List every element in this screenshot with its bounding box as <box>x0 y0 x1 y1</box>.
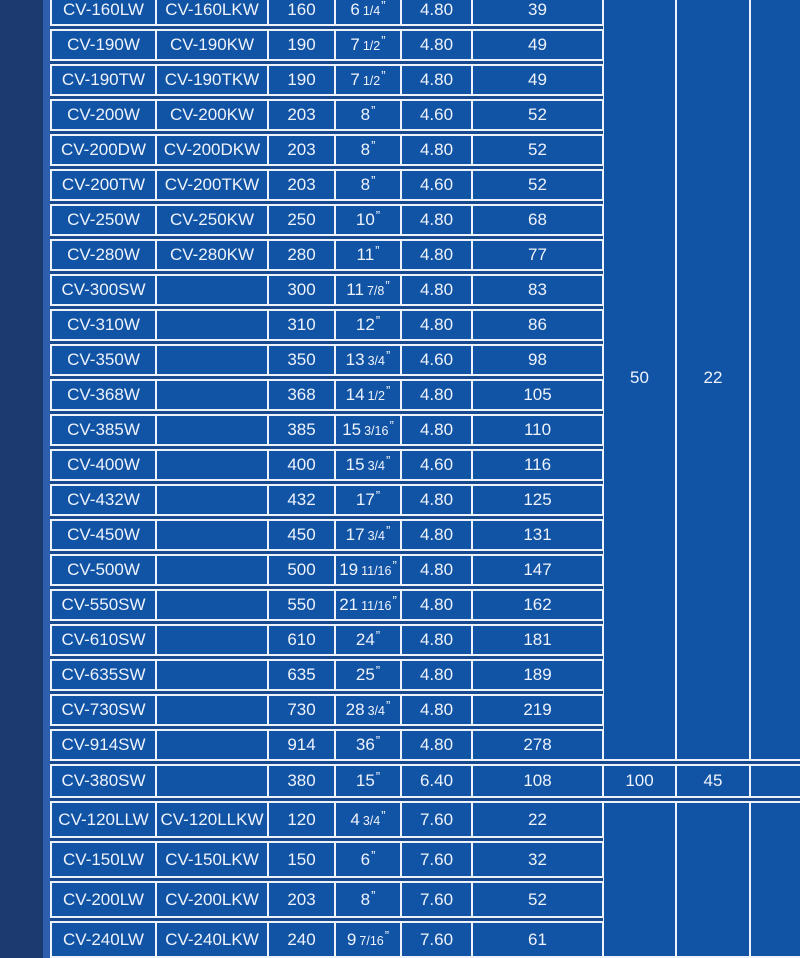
col6-value-cell: 105 <box>472 379 603 411</box>
col6-value-cell: 22 <box>472 801 603 838</box>
inch-fraction: 11/16 <box>361 564 392 578</box>
diameter-inch-cell <box>335 134 401 166</box>
inch-quote-mark: ” <box>385 278 390 293</box>
inch-whole: 10 <box>355 210 375 229</box>
model-a-cell: CV-310W <box>50 309 156 341</box>
inch-fraction: 1/2 <box>362 74 381 88</box>
inch-quote-mark: ” <box>385 453 391 468</box>
model-a-cell: CV-160LW <box>50 0 156 26</box>
inch-fraction: 3/4 <box>367 529 385 543</box>
diameter-inch-cell <box>335 694 401 726</box>
model-a-cell: CV-190TW <box>50 64 156 96</box>
col6-value-cell: 162 <box>472 589 603 621</box>
col6-value-cell: 83 <box>472 274 603 306</box>
diameter-inch-cell <box>335 484 401 516</box>
merged-col7-cell <box>603 801 676 958</box>
col6-value-cell: 49 <box>472 29 603 61</box>
diameter-mm-cell: 120 <box>268 801 335 838</box>
col6-value-cell: 68 <box>472 204 603 236</box>
inch-fraction: 3/4 <box>362 813 381 828</box>
model-b-cell: CV-240LKW <box>156 921 268 958</box>
model-b-cell <box>156 764 268 798</box>
col6-value-cell: 278 <box>472 729 603 761</box>
col5-value-cell: 4.60 <box>401 449 472 481</box>
model-a-cell: CV-190W <box>50 29 156 61</box>
model-b-cell: CV-200TKW <box>156 169 268 201</box>
model-b-cell <box>156 624 268 656</box>
col5-value-cell: 4.80 <box>401 414 472 446</box>
diameter-inch-cell <box>335 449 401 481</box>
inch-whole: 8 <box>360 175 371 194</box>
model-a-cell: CV-400W <box>50 449 156 481</box>
inch-whole: 15 <box>345 455 365 474</box>
inch-fraction: 7/16 <box>359 933 384 948</box>
diameter-mm-cell: 368 <box>268 379 335 411</box>
inch-fraction: 3/4 <box>367 354 385 368</box>
diameter-inch-cell <box>335 99 401 131</box>
inch-whole: 9 <box>346 929 357 949</box>
inch-quote-mark: ” <box>375 313 381 328</box>
model-b-cell <box>156 344 268 376</box>
diameter-mm-cell: 150 <box>268 841 335 878</box>
col5-value-cell: 4.80 <box>401 694 472 726</box>
inch-whole: 6 <box>350 0 360 19</box>
product-spec-table <box>50 0 800 958</box>
diameter-mm-cell: 160 <box>268 0 335 26</box>
model-b-cell <box>156 659 268 691</box>
col5-value-cell: 4.80 <box>401 134 472 166</box>
col6-value-cell: 52 <box>472 134 603 166</box>
left-accent-stripe <box>43 0 50 958</box>
model-a-cell: CV-380SW <box>50 764 156 798</box>
diameter-mm-cell: 432 <box>268 484 335 516</box>
model-a-cell: CV-250W <box>50 204 156 236</box>
inch-quote-mark: ” <box>371 887 376 903</box>
col5-value-cell: 7.60 <box>401 841 472 878</box>
inch-whole: 14 <box>345 385 365 404</box>
inch-whole: 7 <box>350 35 360 54</box>
col5-value-cell: 7.60 <box>401 921 472 958</box>
model-a-cell: CV-350W <box>50 344 156 376</box>
model-b-cell: CV-250KW <box>156 204 268 236</box>
merged-col9-cell <box>750 764 800 798</box>
diameter-mm-cell: 203 <box>268 99 335 131</box>
diameter-mm-cell: 610 <box>268 624 335 656</box>
model-a-cell: CV-635SW <box>50 659 156 691</box>
diameter-mm-cell: 730 <box>268 694 335 726</box>
model-b-cell: CV-190TKW <box>156 64 268 96</box>
col6-value-cell: 52 <box>472 169 603 201</box>
col5-value-cell: 4.80 <box>401 484 472 516</box>
model-a-cell: CV-500W <box>50 554 156 586</box>
col5-value-cell: 4.80 <box>401 554 472 586</box>
col6-value-cell: 39 <box>472 0 603 26</box>
inch-quote-mark: ” <box>375 628 381 643</box>
merged-col7-cell: 100 <box>603 764 676 798</box>
model-a-cell: CV-914SW <box>50 729 156 761</box>
diameter-inch-cell <box>335 344 401 376</box>
inch-whole: 19 <box>339 560 359 579</box>
inch-quote-mark: ” <box>385 383 391 398</box>
col5-value-cell: 4.80 <box>401 204 472 236</box>
inch-quote-mark: ” <box>371 138 376 153</box>
diameter-mm-cell: 385 <box>268 414 335 446</box>
diameter-inch-cell <box>335 589 401 621</box>
inch-fraction: 1/4 <box>362 4 381 18</box>
model-a-cell: CV-432W <box>50 484 156 516</box>
col5-value-cell: 4.80 <box>401 624 472 656</box>
diameter-inch-cell <box>335 881 401 918</box>
inch-whole: 6 <box>360 849 371 869</box>
diameter-inch-cell <box>335 414 401 446</box>
diameter-mm-cell: 240 <box>268 921 335 958</box>
inch-quote-mark: ” <box>375 243 380 258</box>
model-b-cell <box>156 379 268 411</box>
diameter-mm-cell: 280 <box>268 239 335 271</box>
model-a-cell: CV-200W <box>50 99 156 131</box>
inch-fraction: 1/2 <box>367 389 385 403</box>
inch-whole: 12 <box>355 315 375 334</box>
col6-value-cell: 131 <box>472 519 603 551</box>
merged-col8-cell: 45 <box>676 764 750 798</box>
model-a-cell: CV-150LW <box>50 841 156 878</box>
inch-fraction: 1/2 <box>362 39 381 53</box>
spec-row <box>50 0 800 26</box>
col5-value-cell: 4.80 <box>401 0 472 26</box>
col6-value-cell: 219 <box>472 694 603 726</box>
model-b-cell: CV-200DKW <box>156 134 268 166</box>
left-margin-strip <box>0 0 43 958</box>
inch-whole: 17 <box>345 525 365 544</box>
model-b-cell <box>156 484 268 516</box>
model-b-cell <box>156 589 268 621</box>
diameter-mm-cell: 203 <box>268 169 335 201</box>
inch-quote-mark: ” <box>371 847 376 863</box>
col5-value-cell: 4.80 <box>401 659 472 691</box>
diameter-inch-cell <box>335 0 401 26</box>
inch-fraction: 3/4 <box>367 704 385 718</box>
inch-fraction: 3/16 <box>364 424 389 438</box>
model-a-cell: CV-385W <box>50 414 156 446</box>
diameter-inch-cell <box>335 169 401 201</box>
inch-quote-mark: ” <box>381 68 386 83</box>
diameter-mm-cell: 250 <box>268 204 335 236</box>
col5-value-cell: 4.80 <box>401 29 472 61</box>
col5-value-cell: 4.80 <box>401 64 472 96</box>
model-a-cell: CV-120LLW <box>50 801 156 838</box>
col5-value-cell: 4.80 <box>401 379 472 411</box>
diameter-inch-cell <box>335 801 401 838</box>
inch-fraction: 7/8 <box>366 284 385 298</box>
inch-quote-mark: ” <box>371 173 376 188</box>
diameter-inch-cell <box>335 841 401 878</box>
col6-value-cell: 181 <box>472 624 603 656</box>
inch-quote-mark: ” <box>381 0 386 13</box>
col5-value-cell: 4.80 <box>401 519 472 551</box>
inch-whole: 8 <box>360 889 371 909</box>
model-b-cell: CV-150LKW <box>156 841 268 878</box>
col6-value-cell: 52 <box>472 881 603 918</box>
model-b-cell <box>156 694 268 726</box>
diameter-mm-cell: 203 <box>268 134 335 166</box>
col5-value-cell: 4.80 <box>401 239 472 271</box>
diameter-mm-cell: 190 <box>268 29 335 61</box>
diameter-inch-cell <box>335 659 401 691</box>
diameter-inch-cell <box>335 764 401 798</box>
model-a-cell: CV-300SW <box>50 274 156 306</box>
inch-whole: 36 <box>355 735 375 754</box>
col6-value-cell: 86 <box>472 309 603 341</box>
diameter-inch-cell <box>335 519 401 551</box>
merged-col8-cell: 22 <box>676 0 750 761</box>
merged-col9-cell <box>750 0 800 761</box>
inch-quote-mark: ” <box>381 807 386 823</box>
col6-value-cell: 49 <box>472 64 603 96</box>
inch-quote-mark: ” <box>392 558 397 573</box>
col6-value-cell: 110 <box>472 414 603 446</box>
col6-value-cell: 125 <box>472 484 603 516</box>
inch-quote-mark: ” <box>392 593 397 608</box>
inch-whole: 15 <box>342 420 362 439</box>
col5-value-cell: 6.40 <box>401 764 472 798</box>
inch-whole: 25 <box>355 665 375 684</box>
diameter-inch-cell <box>335 204 401 236</box>
model-b-cell <box>156 274 268 306</box>
spec-row <box>50 764 800 798</box>
inch-quote-mark: ” <box>381 33 386 48</box>
diameter-mm-cell: 350 <box>268 344 335 376</box>
model-a-cell: CV-200DW <box>50 134 156 166</box>
model-a-cell: CV-240LW <box>50 921 156 958</box>
diameter-inch-cell <box>335 729 401 761</box>
model-b-cell <box>156 449 268 481</box>
col6-value-cell: 77 <box>472 239 603 271</box>
inch-quote-mark: ” <box>375 208 381 223</box>
col5-value-cell: 4.60 <box>401 169 472 201</box>
inch-whole: 8 <box>360 105 371 124</box>
diameter-mm-cell: 380 <box>268 764 335 798</box>
model-a-cell: CV-550SW <box>50 589 156 621</box>
model-a-cell: CV-610SW <box>50 624 156 656</box>
inch-quote-mark: ” <box>384 927 390 943</box>
col5-value-cell: 7.60 <box>401 801 472 838</box>
col6-value-cell: 116 <box>472 449 603 481</box>
model-b-cell <box>156 414 268 446</box>
model-a-cell: CV-200LW <box>50 881 156 918</box>
table-wrapper <box>50 0 800 958</box>
inch-whole: 8 <box>360 140 371 159</box>
col6-value-cell: 189 <box>472 659 603 691</box>
inch-whole: 7 <box>350 70 360 89</box>
model-b-cell: CV-280KW <box>156 239 268 271</box>
inch-fraction: 3/4 <box>367 459 385 473</box>
diameter-inch-cell <box>335 921 401 958</box>
col5-value-cell: 4.60 <box>401 99 472 131</box>
inch-quote-mark: ” <box>385 523 391 538</box>
inch-whole: 15 <box>355 771 375 790</box>
col6-value-cell: 52 <box>472 99 603 131</box>
diameter-inch-cell <box>335 379 401 411</box>
inch-fraction: 11/16 <box>361 599 392 613</box>
inch-whole: 28 <box>345 700 365 719</box>
col6-value-cell: 147 <box>472 554 603 586</box>
diameter-inch-cell <box>335 29 401 61</box>
diameter-mm-cell: 500 <box>268 554 335 586</box>
model-b-cell <box>156 519 268 551</box>
diameter-mm-cell: 914 <box>268 729 335 761</box>
inch-whole: 11 <box>356 245 375 264</box>
diameter-inch-cell <box>335 554 401 586</box>
diameter-mm-cell: 550 <box>268 589 335 621</box>
inch-quote-mark: ” <box>375 733 381 748</box>
merged-col7-cell: 50 <box>603 0 676 761</box>
merged-col9-cell <box>750 801 800 958</box>
model-b-cell: CV-200LKW <box>156 881 268 918</box>
inch-whole: 4 <box>350 809 360 829</box>
diameter-mm-cell: 635 <box>268 659 335 691</box>
model-b-cell <box>156 729 268 761</box>
model-a-cell: CV-450W <box>50 519 156 551</box>
model-a-cell: CV-280W <box>50 239 156 271</box>
diameter-inch-cell <box>335 309 401 341</box>
inch-quote-mark: ” <box>375 488 381 503</box>
inch-whole: 13 <box>345 350 365 369</box>
model-a-cell: CV-200TW <box>50 169 156 201</box>
model-b-cell: CV-200KW <box>156 99 268 131</box>
inch-quote-mark: ” <box>371 103 376 118</box>
col5-value-cell: 7.60 <box>401 881 472 918</box>
diameter-mm-cell: 300 <box>268 274 335 306</box>
col5-value-cell: 4.80 <box>401 729 472 761</box>
inch-quote-mark: ” <box>385 348 391 363</box>
inch-quote-mark: ” <box>375 663 381 678</box>
model-b-cell: CV-120LLKW <box>156 801 268 838</box>
model-b-cell <box>156 554 268 586</box>
model-b-cell: CV-160LKW <box>156 0 268 26</box>
diameter-inch-cell <box>335 274 401 306</box>
col5-value-cell: 4.60 <box>401 344 472 376</box>
diameter-mm-cell: 400 <box>268 449 335 481</box>
col6-value-cell: 61 <box>472 921 603 958</box>
col6-value-cell: 98 <box>472 344 603 376</box>
inch-whole: 24 <box>355 630 375 649</box>
inch-quote-mark: ” <box>385 698 391 713</box>
col5-value-cell: 4.80 <box>401 309 472 341</box>
inch-whole: 17 <box>355 490 375 509</box>
model-a-cell: CV-730SW <box>50 694 156 726</box>
inch-whole: 21 <box>339 595 359 614</box>
diameter-mm-cell: 310 <box>268 309 335 341</box>
diameter-mm-cell: 203 <box>268 881 335 918</box>
model-b-cell: CV-190KW <box>156 29 268 61</box>
inch-quote-mark: ” <box>375 769 381 784</box>
model-a-cell: CV-368W <box>50 379 156 411</box>
diameter-inch-cell <box>335 239 401 271</box>
diameter-inch-cell <box>335 64 401 96</box>
col6-value-cell: 32 <box>472 841 603 878</box>
diameter-mm-cell: 190 <box>268 64 335 96</box>
spec-row <box>50 801 800 838</box>
inch-whole: 11 <box>346 280 364 299</box>
model-b-cell <box>156 309 268 341</box>
col5-value-cell: 4.80 <box>401 589 472 621</box>
col5-value-cell: 4.80 <box>401 274 472 306</box>
col6-value-cell: 108 <box>472 764 603 798</box>
merged-col8-cell <box>676 801 750 958</box>
inch-quote-mark: ” <box>389 418 394 433</box>
diameter-mm-cell: 450 <box>268 519 335 551</box>
diameter-inch-cell <box>335 624 401 656</box>
